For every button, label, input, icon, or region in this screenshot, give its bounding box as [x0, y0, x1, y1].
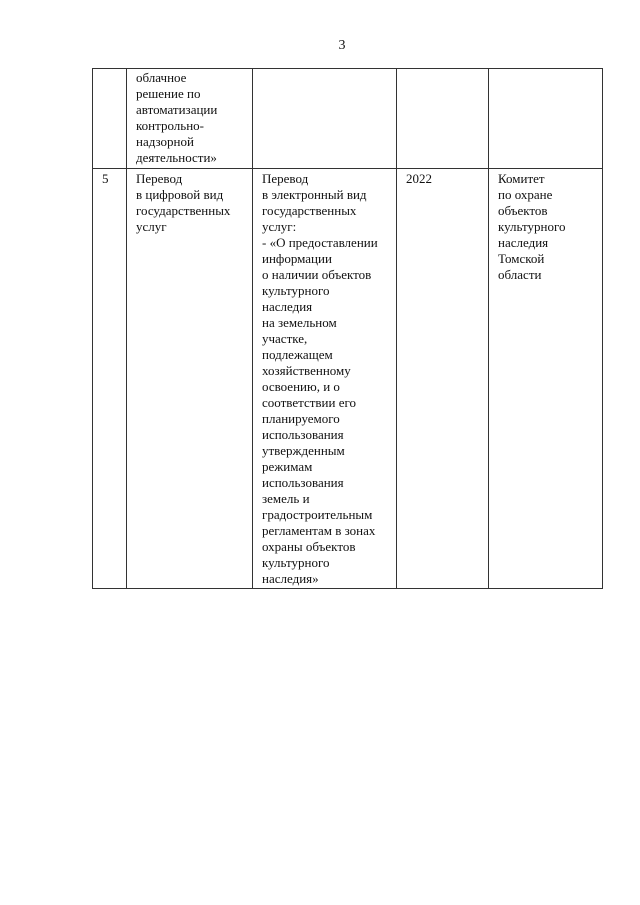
- cell-result: Перевод в электронный вид государственных услуг: - «О предоставлении информации о наличии объектов культурного наследия на земельном участке, подлежащем хозяйственному освоению, и о соответствии его планируемого использования утвержденным режимам использования земель и градостроительным регламентам в зонах охраны объектов культурного наследия»: [253, 169, 397, 589]
- page-number: 3: [338, 38, 346, 53]
- measures-table: [92, 68, 603, 589]
- cell-year: [397, 69, 489, 169]
- table-row-continued: [93, 69, 603, 169]
- cell-number: 5: [93, 169, 127, 589]
- cell-executor: [489, 69, 603, 169]
- cell-number: [93, 69, 127, 169]
- cell-year: 2022: [397, 169, 489, 589]
- cell-result: [253, 69, 397, 169]
- cell-measure: облачное решение по автоматизации контрольно- надзорной деятельности»: [127, 69, 253, 169]
- cell-measure: Перевод в цифровой вид государственных услуг: [127, 169, 253, 589]
- cell-executor: Комитет по охране объектов культурного наследия Томской области: [489, 169, 603, 589]
- table-row-5: [93, 169, 603, 589]
